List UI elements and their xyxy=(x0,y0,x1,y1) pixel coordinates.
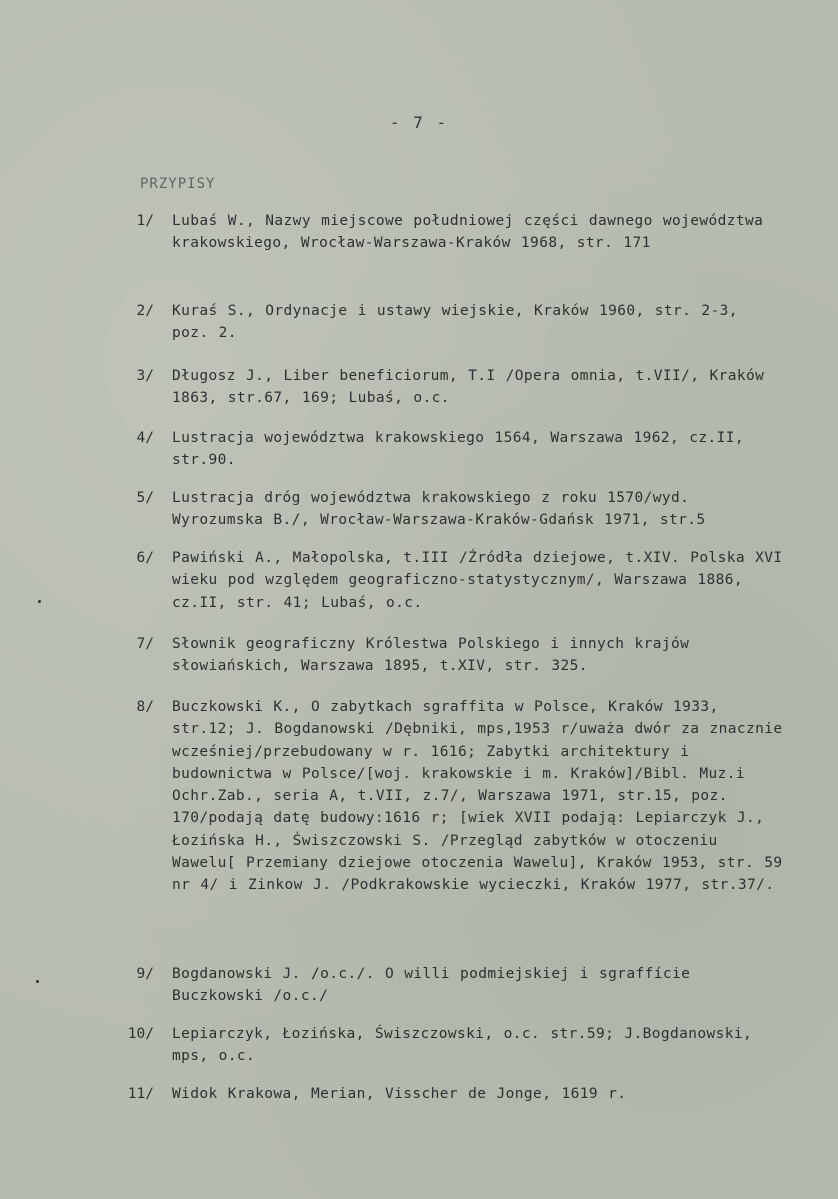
notes-heading: PRZYPISY xyxy=(140,176,216,192)
footnote-text: Lubaś W., Nazwy miejscowe południowej części dawnego województwa krakowskiego, Wrocław-Warszawa-Kraków 1968, str. 171 xyxy=(172,213,764,252)
footnote-number: 11/ xyxy=(127,1086,154,1102)
footnote-text: Lustracja województwa krakowskiego 1564, Warszawa 1962, cz.II, str.90. xyxy=(172,430,745,469)
footnote-text: Bogdanowski J. /o.c./. O willi podmiejskiej i sgraffície Buczkowski /o.c./ xyxy=(172,966,691,1005)
footnote-number: 3/ xyxy=(136,368,154,384)
footnote-number: 9/ xyxy=(136,966,154,982)
footnote-text: Buczkowski K., O zabytkach sgraffita w Polsce, Kraków 1933, str.12; J. Bogdanowski /Dębniki, mps,1953 r/uważa dwór za znacznie wcześniej/przebudowany w r. 1616; Zabytki architektury i budownictwa w Polsce/[woj. krakowskie i m. Kraków]/Bibl. Muz.i Ochr.Zab., seria A, t.VII, z.7/, Warszawa 1971, str.15, poz. 170/podają datę budowy:1616 r; [wiek XVII podają: Lepiarczyk J., Łozińska H., Świszczowski S. /Przegląd zabytków w otoczeniu Wawelu[ Przemiany dziejowe otoczenia Wawelu], Kraków 1953, str. 59 nr 4/ i Zinkow J. /Podkrakowskie wycieczki, Kraków 1977, str.37/. xyxy=(172,699,783,894)
footnote-number: 7/ xyxy=(136,636,154,652)
footnote-number: 1/ xyxy=(136,213,154,229)
page-number: - 7 - xyxy=(389,113,449,132)
footnote-text: Kuraś S., Ordynacje i ustawy wiejskie, Kraków 1960, str. 2-3, poz. 2. xyxy=(172,303,738,342)
footnote-text: Długosz J., Liber beneficiorum, T.I /Opera omnia, t.VII/, Kraków 1863, str.67, 169; Lubaś, o.c. xyxy=(172,368,765,407)
margin-mark xyxy=(36,980,39,983)
footnote-number: 8/ xyxy=(136,699,154,715)
footnote-number: 10/ xyxy=(127,1026,154,1042)
footnote-number: 2/ xyxy=(136,303,154,319)
footnote-text: Pawiński A., Małopolska, t.III /Źródła dziejowe, t.XIV. Polska XVI wieku pod względem geograficzno-statystycznym/, Warszawa 1886, cz.II, str. 41; Lubaś, o.c. xyxy=(172,550,783,611)
footnote-number: 5/ xyxy=(136,490,154,506)
footnote-text: Lustracja dróg województwa krakowskiego z roku 1570/wyd. Wyrozumska B./, Wrocław-Warszawa-Kraków-Gdańsk 1971, str.5 xyxy=(172,490,706,529)
footnote-text: Lepiarczyk, Łozińska, Świszczowski, o.c. str.59; J.Bogdanowski, mps, o.c. xyxy=(172,1026,753,1065)
margin-mark xyxy=(38,600,41,603)
footnote-text: Widok Krakowa, Merian, Visscher de Jonge, 1619 r. xyxy=(172,1086,627,1102)
footnote-text: Słownik geograficzny Królestwa Polskiego i innych krajów słowiańskich, Warszawa 1895, t.XIV, str. 325. xyxy=(172,636,690,675)
footnote-number: 6/ xyxy=(136,550,154,566)
footnote-number: 4/ xyxy=(136,430,154,446)
